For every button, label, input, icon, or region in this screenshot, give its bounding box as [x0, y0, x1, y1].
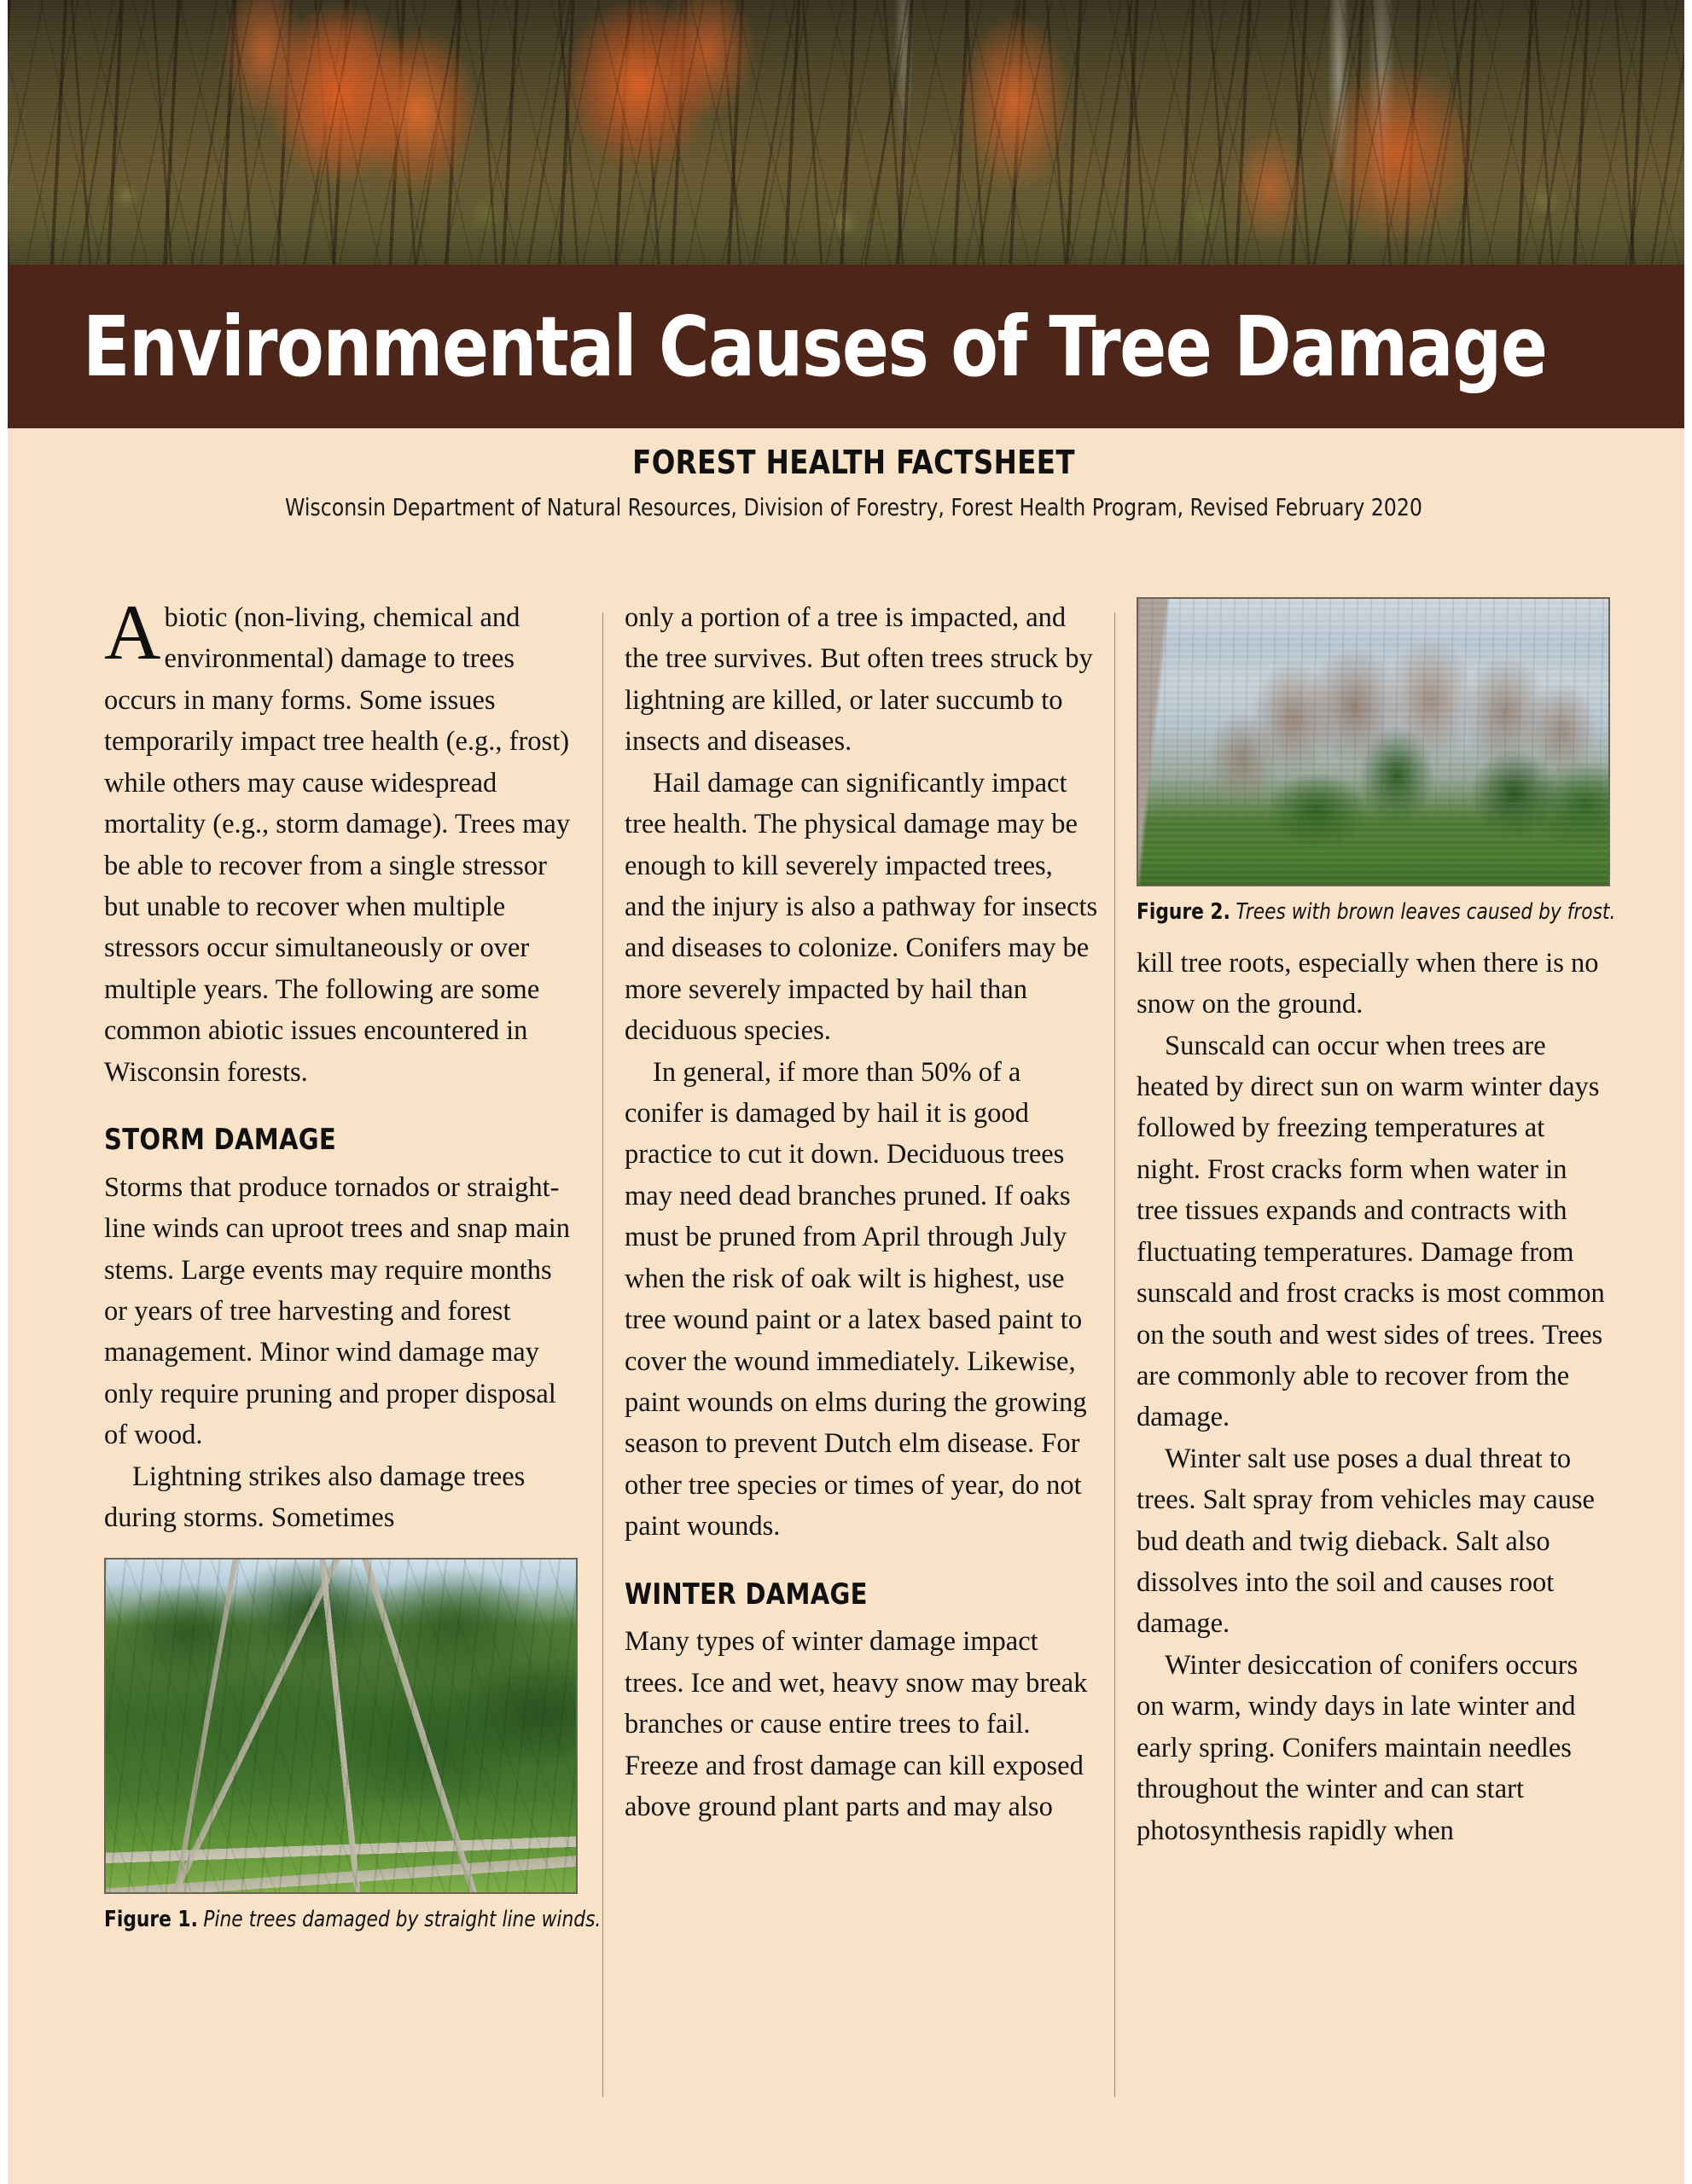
intro-paragraph	[104, 589, 578, 1093]
figure-2-frame	[1137, 597, 1610, 886]
drop-cap: A	[104, 589, 161, 676]
storm-damage-paragraph-2: Lightning strikes also damage trees during storms. Sometimes	[104, 1461, 526, 1534]
intro-paragraph-text: biotic (non-living, chemical and environmental) damage to trees occurs in many forms. Some issues temporarily impact tree health (e.g., frost) while others may cause widespread mortality (e.g., storm damage). Trees may be able to recover from a single stressor but unable to recover when multiple stressors occur simultaneously or over multiple years. The following are some common abiotic issues encountered in Wisconsin forests.	[104, 602, 571, 1088]
pruning-paragraph: In general, if more than 50% of a conifer is damaged by hail it is good practice to cut it down. Deciduous trees may need dead branches pruned. If oaks must be pruned from April through July when the risk of oak wilt is highest, use tree wound paint or a latex based paint to cover the wound immediately. Likewise, paint wounds on elms during the growing season to prevent Dutch elm disease. For other tree species or times of year, do not paint wounds.	[625, 1056, 1087, 1542]
factsheet-kicker: FOREST HEALTH FACTSHEET	[632, 444, 1075, 481]
figure-1-frame	[104, 1558, 578, 1894]
article-columns	[8, 589, 1692, 2133]
column-2	[625, 597, 1098, 1827]
column-1	[104, 589, 602, 1936]
lightning-paragraph: only a portion of a tree is impacted, and the tree survives. But often trees struck by lightning are killed, or later succumb to insects and diseases.	[625, 602, 1093, 758]
hail-paragraph: Hail damage can significantly impact tree health. The physical damage may be enough to kill severely impacted trees, and the injury is also a pathway for insects and diseases to colonize. Conifers may be more severely impacted by hail than deciduous species.	[625, 767, 1098, 1047]
column-3	[1137, 597, 1616, 1851]
column-divider-2	[1114, 613, 1115, 2097]
figure-2-image	[1138, 599, 1608, 885]
figure-2	[1137, 597, 1616, 929]
figure-1-description: Pine trees damaged by straight line winds.	[203, 1906, 602, 1932]
figure-2-caption	[1137, 896, 1616, 929]
section-heading-winter-damage: WINTER DAMAGE	[625, 1577, 868, 1612]
factsheet-byline: Wisconsin Department of Natural Resources, Division of Forestry, Forest Health Program, Revised February 2020	[284, 493, 1423, 521]
storm-damage-paragraph-1: Storms that produce tornados or straight-line winds can uproot trees and snap main stems. Large events may require months or years of tree harvesting and forest management. Minor wind damage may only require pruning and proper disposal of wood.	[104, 1171, 571, 1451]
winter-desiccation-paragraph: Winter desiccation of conifers occurs on warm, windy days in late winter and early spring. Conifers maintain needles throughout the winter and can start photosynthesis rapidly when	[1137, 1649, 1579, 1846]
document-header	[8, 444, 1692, 521]
figure-1-image	[106, 1560, 576, 1892]
banner-forest-photo	[8, 0, 1692, 264]
winter-salt-paragraph: Winter salt use poses a dual threat to trees. Salt spray from vehicles may cause bud death and twig dieback. Salt also dissolves into the soil and causes root damage.	[1137, 1443, 1595, 1640]
winter-damage-paragraph-1: Many types of winter damage impact trees. Ice and wet, heavy snow may break branches or cause entire trees to fail. Freeze and frost damage can kill exposed above ground plant parts and may also	[625, 1626, 1088, 1823]
figure-1-label: Figure 1.	[104, 1906, 198, 1932]
figure-2-label: Figure 2.	[1137, 899, 1230, 925]
page-title: Environmental Causes of Tree Damage	[83, 298, 1547, 395]
figure-1-caption	[104, 1903, 602, 1937]
section-heading-storm-damage: STORM DAMAGE	[104, 1123, 337, 1158]
title-bar	[8, 264, 1692, 428]
roots-paragraph: kill tree roots, especially when there is no snow on the ground.	[1137, 947, 1599, 1020]
column-divider-1	[602, 613, 603, 2097]
figure-1	[104, 1558, 602, 1937]
sunscald-paragraph: Sunscald can occur when trees are heated by direct sun on warm winter days followed by freezing temperatures at night. Frost cracks form when water in tree tissues expands and contracts with fluctuating temperatures. Damage from sunscald and frost cracks is most common on the south and west sides of trees. Trees are commonly able to recover from the damage.	[1137, 1030, 1605, 1433]
figure-2-description: Trees with brown leaves caused by frost.	[1236, 899, 1616, 925]
